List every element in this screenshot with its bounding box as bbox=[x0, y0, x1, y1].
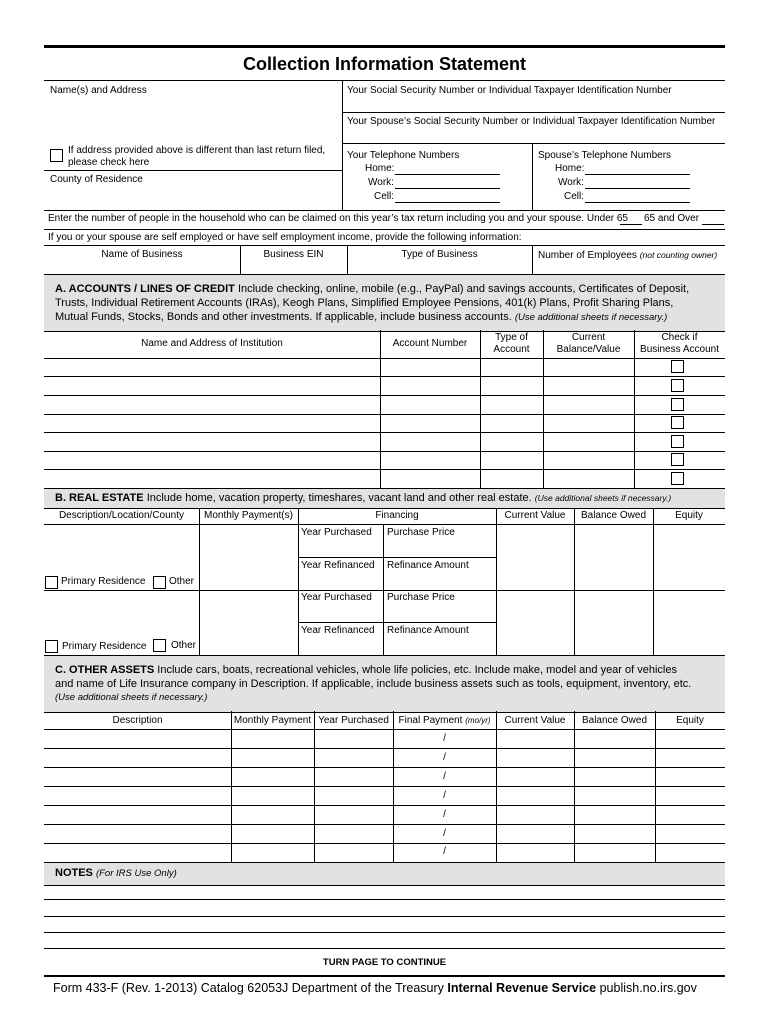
year-purchased-label: Year Purchased bbox=[301, 592, 372, 603]
your-cell-field[interactable] bbox=[395, 202, 500, 203]
primary-residence-checkbox[interactable] bbox=[45, 640, 58, 653]
footer-rule bbox=[44, 975, 725, 977]
section-a-note: (Use additional sheets if necessary.) bbox=[514, 312, 668, 323]
page-title: Collection Information Statement bbox=[242, 54, 527, 74]
irs-site: publish.no.irs.gov bbox=[599, 981, 697, 995]
col-institution: Name and Address of Institution bbox=[141, 338, 283, 349]
table-row bbox=[44, 469, 725, 470]
other-residence-label: Other bbox=[169, 576, 195, 587]
spouse-work-field[interactable] bbox=[585, 188, 690, 189]
oa-col-current: Current Value bbox=[504, 715, 566, 726]
final-payment-slash: / bbox=[443, 733, 446, 744]
your-home-label: Home: bbox=[365, 163, 395, 174]
self-employed-text: If you or your spouse are self employed or have self employment income, provide the following information: bbox=[48, 232, 522, 243]
section-b-title: B. REAL ESTATE bbox=[55, 492, 144, 504]
household-text: Enter the number of people in the household who can be claimed on this year’s tax return including you and your spouse. Under 65 bbox=[48, 213, 628, 224]
year-refinanced-label: Year Refinanced bbox=[301, 625, 375, 636]
refinance-amount-label: Refinance Amount bbox=[387, 560, 469, 571]
form-info: Form 433-F (Rev. 1-2013) Catalog 62053J Department of the Treasury bbox=[53, 981, 444, 995]
notes-line-field[interactable] bbox=[44, 932, 725, 933]
over65-label: 65 and Over bbox=[644, 213, 700, 224]
section-c-desc1: Include cars, boats, recreational vehicles, whole life policies, etc. Include make, model and year of vehicles bbox=[157, 664, 677, 676]
address-diff-text-1: If address provided above is different than last return filed, bbox=[68, 145, 326, 156]
business-account-checkbox[interactable] bbox=[671, 416, 684, 429]
biz-employees-label bbox=[538, 249, 717, 262]
biz-ein-label: Business EIN bbox=[263, 249, 324, 260]
table-row bbox=[44, 767, 725, 768]
biz-employees-note: (not counting owner) bbox=[639, 250, 718, 260]
section-b-note: (Use additional sheets if necessary.) bbox=[534, 493, 672, 503]
notes-line-field[interactable] bbox=[44, 916, 725, 917]
purchase-price-label: Purchase Price bbox=[387, 527, 455, 538]
top-rule bbox=[44, 45, 725, 48]
oa-col-owed: Balance Owed bbox=[581, 715, 648, 726]
re-col-equity: Equity bbox=[675, 510, 703, 521]
spouse-work-label: Work: bbox=[558, 177, 584, 188]
oa-col-equity: Equity bbox=[676, 715, 704, 726]
primary-residence-label: Primary Residence bbox=[61, 576, 146, 587]
notes-note: (For IRS Use Only) bbox=[95, 868, 177, 879]
re-col-financing: Financing bbox=[375, 510, 419, 521]
address-changed-checkbox[interactable] bbox=[50, 149, 63, 162]
spouse-cell-label: Cell: bbox=[564, 191, 585, 202]
table-row bbox=[44, 843, 725, 844]
final-payment-slash: / bbox=[443, 828, 446, 839]
ssn-label: Your Social Security Number or Individual Taxpayer Identification Number bbox=[347, 85, 672, 96]
county-label: County of Residence bbox=[50, 174, 143, 185]
final-payment-slash: / bbox=[443, 752, 446, 763]
table-row bbox=[44, 395, 725, 396]
your-work-label: Work: bbox=[368, 177, 394, 188]
primary-residence-label: Primary Residence bbox=[62, 641, 147, 652]
irs-name: Internal Revenue Service bbox=[447, 981, 597, 995]
under65-field[interactable] bbox=[620, 224, 642, 225]
col-current-2: Balance/Value bbox=[556, 344, 621, 355]
business-account-checkbox[interactable] bbox=[671, 398, 684, 411]
oa-col-year: Year Purchased bbox=[318, 715, 389, 726]
re-col-monthly: Monthly Payment(s) bbox=[204, 510, 293, 521]
section-a-desc1: Include checking, online, mobile (e.g., PayPal) and savings accounts, Certificates of Deposit, bbox=[237, 283, 690, 295]
final-payment-slash: / bbox=[443, 771, 446, 782]
table-row bbox=[44, 824, 725, 825]
table-row bbox=[44, 376, 725, 377]
section-a-title: A. ACCOUNTS / LINES OF CREDIT bbox=[55, 283, 235, 295]
year-refinanced-label: Year Refinanced bbox=[301, 560, 375, 571]
table-row bbox=[44, 748, 725, 749]
your-phones-label: Your Telephone Numbers bbox=[347, 150, 460, 161]
purchase-price-label: Purchase Price bbox=[387, 592, 455, 603]
spouse-home-field[interactable] bbox=[585, 174, 690, 175]
notes-line-field[interactable] bbox=[44, 948, 725, 949]
primary-residence-checkbox[interactable] bbox=[45, 576, 58, 589]
notes-title: NOTES bbox=[55, 867, 93, 879]
oa-col-final-note: (mo/yr) bbox=[465, 716, 491, 725]
section-a-desc2: Trusts, Individual Retirement Accounts (IRAs), Keogh Plans, Simplified Employee Pensions, 401(k) Plans, Profit Sharing Plans, bbox=[55, 297, 674, 309]
business-account-checkbox[interactable] bbox=[671, 360, 684, 373]
final-payment-slash: / bbox=[443, 790, 446, 801]
biz-employees-text: Number of Employees bbox=[538, 250, 637, 261]
year-purchased-label: Year Purchased bbox=[301, 527, 372, 538]
col-check-2: Business Account bbox=[640, 344, 719, 355]
spouse-ssn-label: Your Spouse’s Social Security Number or Individual Taxpayer Identification Number bbox=[347, 116, 716, 127]
col-type-2: Account bbox=[493, 344, 530, 355]
section-c-title: C. OTHER ASSETS bbox=[55, 664, 155, 676]
col-current-1: Current bbox=[571, 332, 606, 343]
other-residence-checkbox[interactable] bbox=[153, 639, 166, 652]
names-address-label: Name(s) and Address bbox=[50, 85, 147, 96]
footer-line bbox=[53, 981, 697, 996]
business-account-checkbox[interactable] bbox=[671, 453, 684, 466]
your-home-field[interactable] bbox=[395, 174, 500, 175]
spouse-phones-label: Spouse’s Telephone Numbers bbox=[538, 150, 672, 161]
your-cell-label: Cell: bbox=[374, 191, 395, 202]
business-account-checkbox[interactable] bbox=[671, 379, 684, 392]
col-check-1: Check if bbox=[661, 332, 698, 343]
section-c-desc2: and name of Life Insurance company in Description. If applicable, include business assets such as tools, equipment, inventory, etc. bbox=[55, 678, 692, 690]
other-residence-label: Other bbox=[171, 640, 197, 651]
table-row bbox=[44, 432, 725, 433]
spouse-home-label: Home: bbox=[555, 163, 585, 174]
over65-field[interactable] bbox=[702, 224, 724, 225]
col-type-1: Type of bbox=[495, 332, 528, 343]
oa-col-final bbox=[393, 715, 496, 727]
oa-col-final-text: Final Payment bbox=[398, 715, 463, 726]
table-row bbox=[44, 451, 725, 452]
table-row bbox=[44, 414, 725, 415]
oa-col-monthly: Monthly Payment bbox=[233, 715, 312, 726]
spouse-cell-field[interactable] bbox=[585, 202, 690, 203]
section-c-note: (Use additional sheets if necessary.) bbox=[55, 692, 208, 703]
section-b-desc: Include home, vacation property, timeshares, vacant land and other real estate. bbox=[146, 492, 532, 504]
re-col-current: Current Value bbox=[504, 510, 566, 521]
section-a-line3 bbox=[55, 311, 667, 324]
address-diff-text-2: please check here bbox=[68, 157, 150, 168]
table-row bbox=[44, 786, 725, 787]
other-residence-checkbox[interactable] bbox=[153, 576, 166, 589]
col-account-number: Account Number bbox=[392, 338, 468, 349]
your-work-field[interactable] bbox=[395, 188, 500, 189]
refinance-amount-label: Refinance Amount bbox=[387, 625, 469, 636]
biz-type-label: Type of Business bbox=[401, 249, 478, 260]
oa-col-desc: Description bbox=[112, 715, 163, 726]
final-payment-slash: / bbox=[443, 846, 446, 857]
re-col-owed: Balance Owed bbox=[580, 510, 647, 521]
section-a-desc3: Mutual Funds, Stocks, Bonds and other investments. If applicable, include business accounts. bbox=[55, 311, 512, 323]
business-account-checkbox[interactable] bbox=[671, 435, 684, 448]
notes-line bbox=[55, 867, 177, 880]
section-b-line bbox=[55, 492, 671, 505]
business-account-checkbox[interactable] bbox=[671, 472, 684, 485]
section-c-line1 bbox=[55, 664, 677, 677]
biz-name-label: Name of Business bbox=[101, 249, 183, 260]
final-payment-slash: / bbox=[443, 809, 446, 820]
notes-line-field[interactable] bbox=[44, 899, 725, 900]
turn-page-text: TURN PAGE TO CONTINUE bbox=[322, 957, 447, 968]
table-row bbox=[44, 805, 725, 806]
re-col-desc: Description/Location/County bbox=[58, 510, 185, 521]
section-a-line1 bbox=[55, 283, 689, 296]
